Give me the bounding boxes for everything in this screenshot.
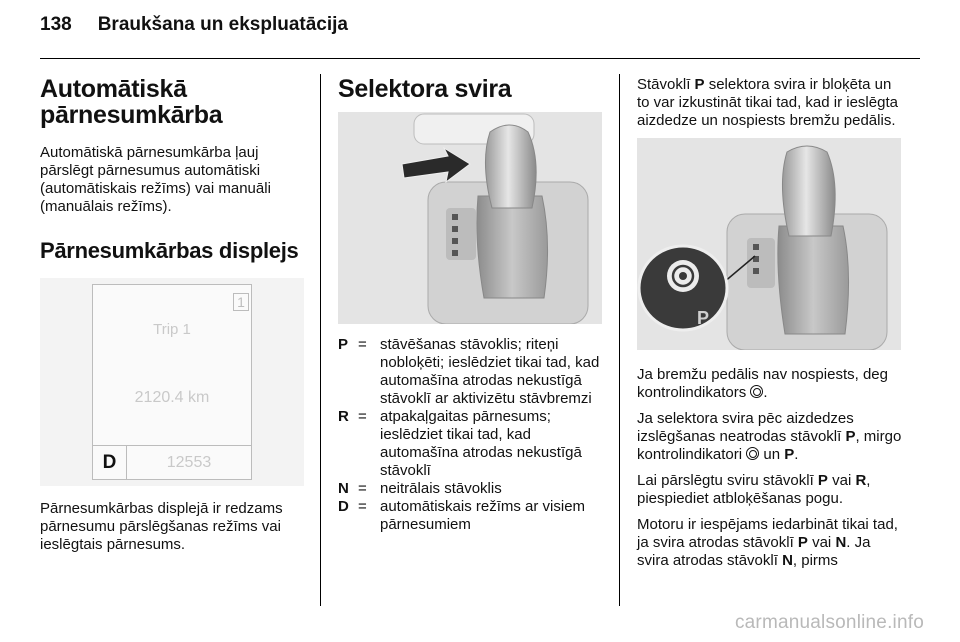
watermark: carmanualsonline.info [734, 612, 924, 633]
list-item: P = stāvēšanas stāvoklis; riteņi nobloķēti; ieslēdziet tikai tad, kad automašīna atrodas nekustīgā stāvoklī ar aktivizētu stāvbremzi [338, 336, 600, 407]
transmission-display-illustration [40, 278, 304, 486]
odometer-value: 12553 [166, 454, 212, 471]
svg-text:P: P [697, 308, 710, 328]
gear-positions-list [338, 336, 604, 534]
brake-warning-icon [746, 447, 759, 460]
display-screen [92, 284, 252, 480]
column-1 [40, 76, 306, 562]
trip-value: 2120.4 km [134, 389, 210, 406]
list-item: R = atpakaļgaitas pārnesums; ieslēdziet tikai tad, kad automašīna atrodas nekustīgā stāvoklī [338, 408, 582, 479]
column-2 [338, 76, 604, 534]
brake-warning-icon [750, 385, 763, 398]
column-3 [637, 76, 903, 578]
header-rule [40, 58, 920, 59]
unlock-button-illustration [637, 138, 901, 350]
column-divider [320, 74, 321, 606]
gear-lever-image [338, 112, 602, 324]
intro-paragraph: Automātiskā pārnesumkārba ļauj pārslēgt pārnesumus automātiski (automātiskais režīms) vai manuāli (manuālais režīms). [40, 144, 271, 215]
park-lock-paragraph: Stāvoklī P selektora svira ir bloķēta un to var izkustināt tikai tad, kad ir ieslēgta aizdedze un nospiests bremžu pedālis. [637, 76, 898, 129]
engine-start-paragraph: Motoru ir iespējams iedarbināt tikai tad, ja svira atrodas stāvoklī P vai N. Ja svira atrodas stāvoklī N, pirms [637, 516, 898, 569]
brake-pedal-paragraph: Ja bremžu pedālis nav nospiests, deg kontrolindikators . [637, 366, 888, 401]
page-number: 138 [40, 14, 72, 35]
selector-lever-heading: Selektora svira [338, 75, 512, 103]
unlock-button-paragraph: Lai pārslēgtu sviru stāvoklī P vai R, piespiediet atbloķēšanas pogu. [637, 472, 871, 507]
selector-lever-illustration [338, 112, 602, 324]
gear-indicator: D [93, 445, 127, 480]
section-title: Automātiskā pārnesumkārba [40, 75, 223, 129]
display-heading: Pārnesumkārbas displejs [40, 238, 299, 263]
trip-label: Trip 1 [153, 321, 191, 338]
ignition-off-paragraph: Ja selektora svira pēc aizdedzes izslēgšanas neatrodas stāvoklī P, mirgo kontrolindikatori un P. [637, 410, 902, 463]
gear-lever-control-indicator-image [637, 138, 901, 350]
column-divider [619, 74, 620, 606]
display-caption: Pārnesumkārbas displejā ir redzams pārnesumu pārslēgšanas režīms vai ieslēgtais pārnesums. [40, 500, 283, 553]
list-item: D = automātiskais režīms ar visiem pārnesumiem [338, 498, 586, 533]
page-header [40, 14, 348, 44]
trip-selector-indicator: 1 [233, 293, 249, 311]
running-title: Braukšana un ekspluatācija [97, 14, 348, 35]
list-item: N = neitrālais stāvoklis [338, 480, 502, 497]
